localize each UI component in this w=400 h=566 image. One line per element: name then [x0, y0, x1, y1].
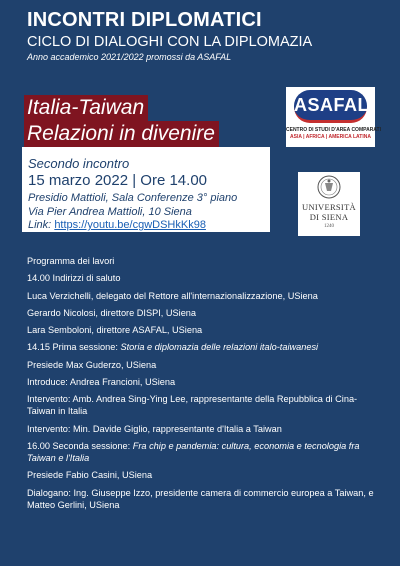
event-link-row — [28, 219, 206, 231]
program-item: Introduce: Andrea Francioni, USiena — [27, 377, 176, 388]
asafal-logo — [286, 87, 381, 147]
asafal-logo-mark: ASAFAL — [294, 90, 367, 123]
program-item: Lara Semboloni, direttore ASAFAL, USiena — [27, 325, 203, 336]
program-item: 14.00 Indirizzi di saluto — [27, 273, 121, 284]
youtube-link[interactable]: https://youtu.be/cgwDSHkKk98 — [54, 219, 206, 231]
university-founding-year: 1240 — [324, 224, 334, 229]
event-address: Via Pier Andrea Mattioli, 10 Siena — [28, 206, 192, 218]
asafal-regions: ASIA | AFRICA | AMERICA LATINA — [290, 134, 371, 140]
topic-banner — [24, 95, 231, 151]
program-session-1 — [27, 341, 377, 353]
link-label: Link: — [28, 219, 52, 231]
program-section — [27, 255, 377, 516]
university-name-line-1: UNIVERSITÀ — [302, 202, 356, 212]
meeting-number: Secondo incontro — [28, 156, 130, 171]
program-item: Intervento: Amb. Andrea Sing-Ying Lee, rappresentante della Repubblica di Cina-Taiwan in Italia — [27, 394, 358, 417]
page-title: INCONTRI DIPLOMATICI — [27, 9, 262, 31]
university-seal-icon — [298, 172, 360, 202]
topic-line-1: Italia-Taiwan — [24, 95, 148, 121]
program-item: Dialogano: Ing. Giuseppe Izzo, presidente camera di commercio europea a Taiwan, e Matteo Gerlini, USiena — [27, 487, 374, 510]
series-subtitle: CICLO DI DIALOGHI CON LA DIPLOMAZIA — [27, 34, 313, 50]
program-item: Gerardo Nicolosi, direttore DISPI, USiena — [27, 307, 197, 318]
program-item: Luca Verzichelli, delegato del Rettore all'internazionalizzazione, USiena — [27, 290, 318, 301]
event-date: 15 marzo 2022 | Ore 14.00 — [28, 172, 208, 189]
academic-year: Anno accademico 2021/2022 promossi da ASAFAL — [27, 52, 232, 62]
event-details-box — [22, 147, 270, 232]
program-item: Presiede Fabio Casini, USiena — [27, 470, 153, 481]
event-venue: Presidio Mattioli, Sala Conferenze 3° piano — [28, 192, 238, 204]
topic-line-2: Relazioni in divenire — [24, 121, 219, 147]
program-session-2 — [27, 440, 377, 464]
program-item: Intervento: Min. Davide Giglio, rappresentante d'Italia a Taiwan — [27, 423, 282, 434]
session-2-time: 16.00 Seconda sessione: — [27, 440, 133, 451]
university-logo — [298, 172, 360, 236]
session-1-time: 14.15 Prima sessione: — [27, 342, 121, 353]
program-heading: Programma dei lavori — [27, 256, 115, 266]
university-name-line-2: DI SIENA — [309, 212, 349, 222]
session-1-title: Storia e diplomazia delle relazioni italo-taiwanesi — [120, 342, 319, 353]
asafal-tagline: CENTRO DI STUDI D'AREA COMPARATI — [286, 127, 381, 133]
session-2-title: Fra chip e pandemia: cultura, economia e tecnologia fra Taiwan e l'Italia — [27, 440, 360, 463]
program-item: Presiede Max Guderzo, USiena — [27, 359, 157, 370]
